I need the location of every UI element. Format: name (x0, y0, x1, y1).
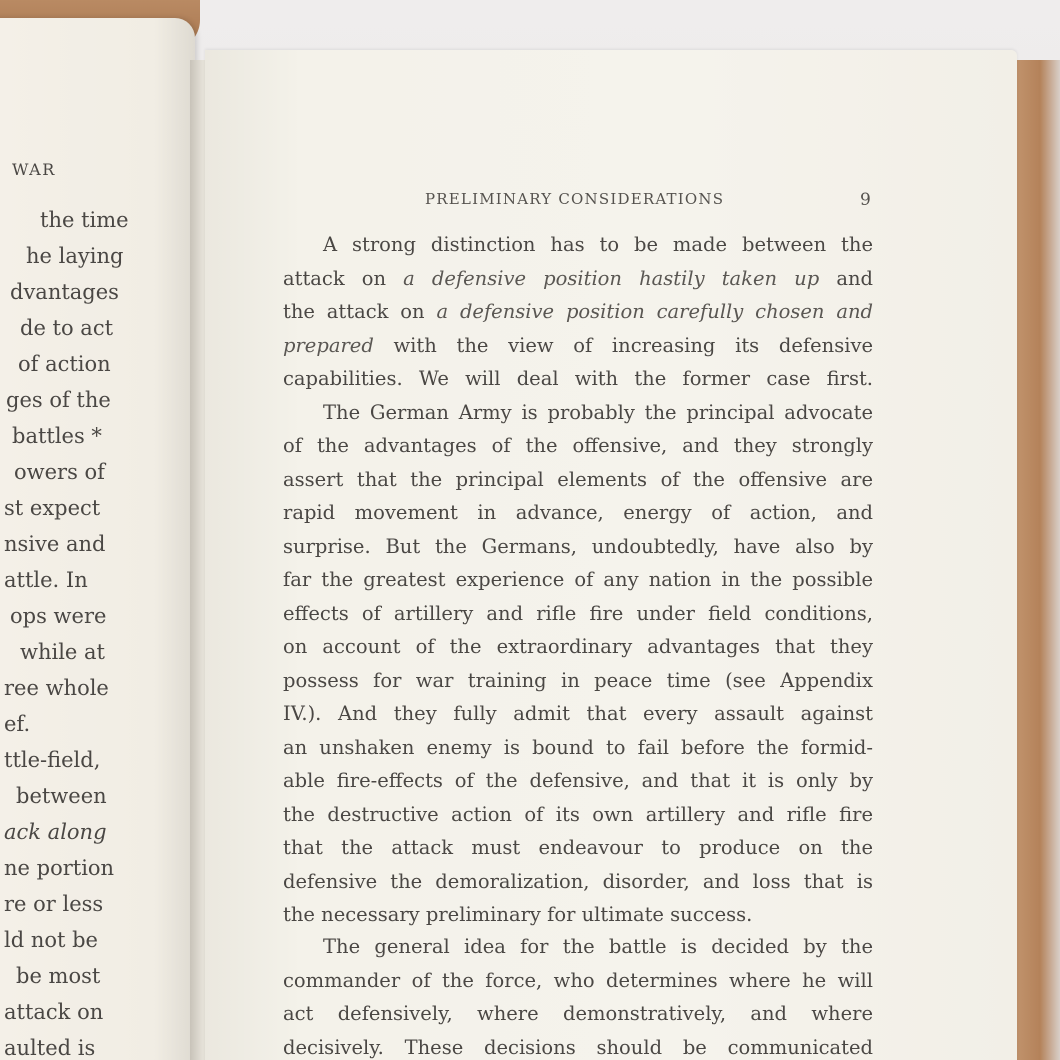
page-number: 9 (860, 190, 871, 210)
left-line: ld not be (4, 928, 98, 952)
text-line: possess for war training in peace time (see Appendix (283, 669, 873, 692)
left-line: dvantages (10, 280, 119, 304)
left-line: ops were (10, 604, 107, 628)
italic-phrase: a defensive position hastily taken up (403, 267, 820, 290)
left-line: attle. In (4, 568, 88, 592)
book-cover-edge-right (1010, 60, 1060, 1060)
left-line: he laying (26, 244, 124, 268)
left-line: nsive and (4, 532, 106, 556)
text-line: The general idea for the battle is decided by the (323, 935, 873, 958)
italic-phrase: a defensive position carefully chosen and (436, 300, 874, 323)
text-line: attack on a defensive position hastily taken up and (283, 267, 874, 290)
text-line: effects of artillery and rifle fire under field conditions, (283, 602, 873, 625)
text-line: rapid movement in advance, energy of action, and (283, 501, 873, 524)
left-line: ne portion (4, 856, 115, 880)
text-line: decisively. These decisions should be communicated (283, 1036, 873, 1059)
text-line: surprise. But the Germans, undoubtedly, have also by (283, 535, 873, 558)
left-line: the time (40, 208, 129, 232)
left-line: of action (18, 352, 111, 376)
text-line: the necessary preliminary for ultimate success. (283, 903, 753, 926)
left-line: attack on (4, 1000, 104, 1024)
left-line: ttle-field, (4, 748, 101, 772)
left-line: while at (20, 640, 105, 664)
left-line: de to act (20, 316, 114, 340)
text-line: defensive the demoralization, disorder, and loss that is (283, 870, 873, 893)
italic-phrase: prepared (283, 334, 374, 357)
left-line: ree whole (4, 676, 109, 700)
left-line: aulted is (4, 1036, 96, 1060)
left-line: ef. (4, 712, 31, 736)
text-line: capabilities. We will deal with the former case first. (283, 367, 873, 390)
text-line: prepared with the view of increasing its defensive (283, 334, 873, 357)
left-line: ges of the (6, 388, 111, 412)
text-line: an unshaken enemy is bound to fail before the formid- (283, 736, 873, 759)
text-line: act defensively, where demonstratively, and where (283, 1002, 873, 1025)
text-line: IV.). And they fully admit that every assault against (283, 702, 873, 725)
left-line: be most (16, 964, 101, 988)
left-line: battles * (12, 424, 102, 448)
text-line: commander of the force, who determines where he will (283, 969, 873, 992)
left-line: st expect (4, 496, 101, 520)
text-line: assert that the principal elements of the offensive are (283, 468, 873, 491)
text-line: the attack on a defensive position carefully chosen and (283, 300, 874, 323)
text-line: able fire-effects of the defensive, and that it is only by (283, 769, 873, 792)
text-line: that the attack must endeavour to produce on the (283, 836, 873, 859)
text-line: A strong distinction has to be made between the (323, 233, 873, 256)
left-line: owers of (14, 460, 105, 484)
left-line: re or less (4, 892, 104, 916)
text-line: on account of the extraordinary advantages that they (283, 635, 873, 658)
left-line: ack along (4, 820, 107, 844)
left-line: between (16, 784, 107, 808)
left-running-head: WAR (12, 160, 56, 179)
text-line: The German Army is probably the principal advocate (323, 401, 873, 424)
text-line: of the advantages of the offensive, and they strongly (283, 434, 873, 457)
text-line: far the greatest experience of any nation in the possible (283, 568, 873, 591)
running-head: PRELIMINARY CONSIDERATIONS (425, 190, 725, 208)
right-page (205, 50, 1017, 1060)
left-page (0, 18, 195, 1060)
text-line: the destructive action of its own artillery and rifle fire (283, 803, 873, 826)
